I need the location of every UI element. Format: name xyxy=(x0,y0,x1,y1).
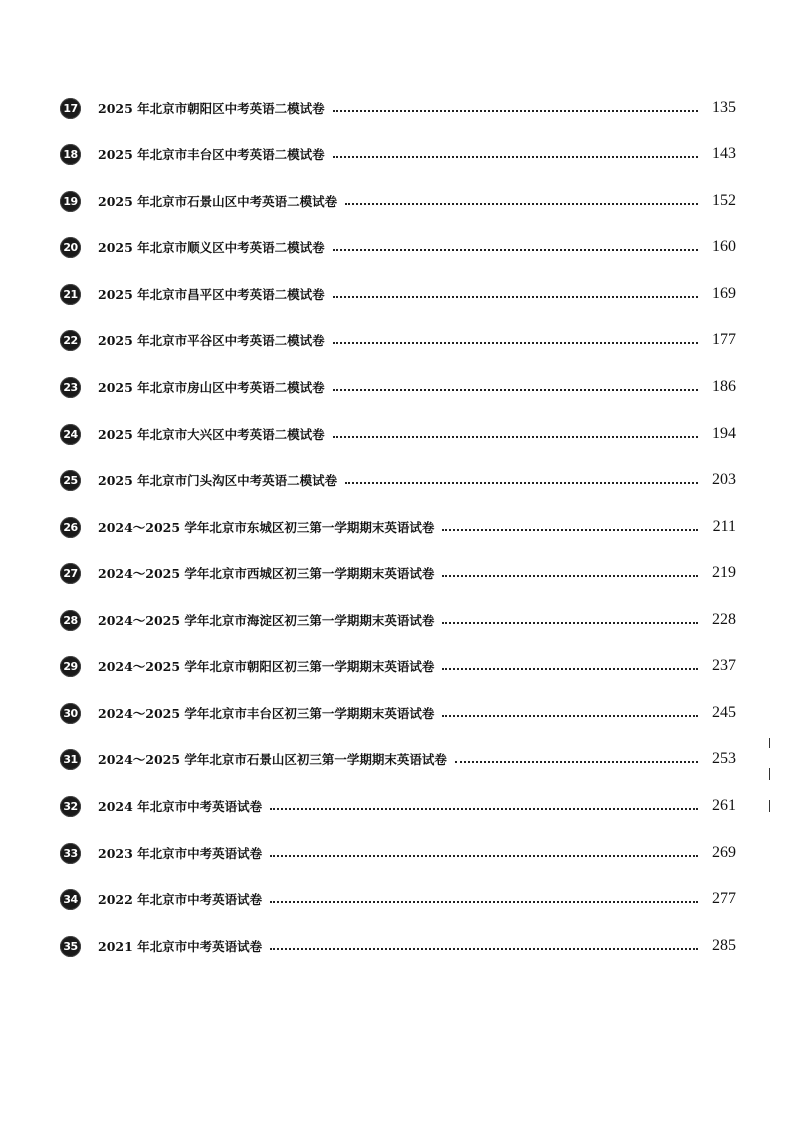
dot-leader xyxy=(270,845,698,857)
entry-number-badge: 30 xyxy=(60,703,81,724)
toc-entry[interactable] xyxy=(60,233,736,261)
entry-page-number: 228 xyxy=(712,611,736,628)
entry-title: 2025 年北京市大兴区中考英语二模试卷 xyxy=(98,427,325,442)
entry-title: 2021 年北京市中考英语试卷 xyxy=(98,939,263,954)
dot-leader xyxy=(442,705,698,717)
entry-number-badge: 22 xyxy=(60,330,81,351)
entry-page-number: 245 xyxy=(712,704,736,721)
toc-entry[interactable] xyxy=(60,513,736,541)
entry-number-badge: 34 xyxy=(60,889,81,910)
toc-entry[interactable] xyxy=(60,652,736,680)
entry-title: 2024 年北京市中考英语试卷 xyxy=(98,799,263,814)
entry-number-badge: 28 xyxy=(60,610,81,631)
toc-entry[interactable] xyxy=(60,699,736,727)
entry-title: 2025 年北京市门头沟区中考英语二模试卷 xyxy=(98,473,338,488)
entry-number-badge: 20 xyxy=(60,237,81,258)
entry-title: 2022 年北京市中考英语试卷 xyxy=(98,892,263,907)
entry-number-badge: 31 xyxy=(60,749,81,770)
dot-leader xyxy=(333,100,698,112)
dot-leader xyxy=(270,938,698,950)
entry-page-number: 135 xyxy=(712,99,736,116)
dot-leader xyxy=(333,332,698,344)
toc-entry[interactable] xyxy=(60,326,736,354)
dot-leader xyxy=(333,379,698,391)
margin-mark xyxy=(769,800,770,812)
dot-leader xyxy=(455,751,698,763)
dot-leader xyxy=(345,472,698,484)
dot-leader xyxy=(442,612,698,624)
entry-title: 2025 年北京市顺义区中考英语二模试卷 xyxy=(98,240,325,255)
entry-title: 2024～2025 学年北京市丰台区初三第一学期期末英语试卷 xyxy=(98,706,435,721)
toc-entry[interactable] xyxy=(60,466,736,494)
entry-page-number: 169 xyxy=(712,285,736,302)
entry-page-number: 203 xyxy=(712,471,736,488)
toc-entry[interactable] xyxy=(60,839,736,867)
entry-title: 2024～2025 学年北京市西城区初三第一学期期末英语试卷 xyxy=(98,566,435,581)
entry-title: 2024～2025 学年北京市东城区初三第一学期期末英语试卷 xyxy=(98,520,435,535)
entry-page-number: 269 xyxy=(712,844,736,861)
entry-number-badge: 33 xyxy=(60,843,81,864)
toc-entry[interactable] xyxy=(60,606,736,634)
entry-number-badge: 19 xyxy=(60,191,81,212)
entry-page-number: 261 xyxy=(712,797,736,814)
toc-entry[interactable] xyxy=(60,559,736,587)
entry-title: 2024～2025 学年北京市石景山区初三第一学期期末英语试卷 xyxy=(98,752,447,767)
margin-mark xyxy=(769,738,770,748)
toc-entry[interactable] xyxy=(60,373,736,401)
entry-title: 2024～2025 学年北京市海淀区初三第一学期期末英语试卷 xyxy=(98,613,435,628)
entry-title: 2025 年北京市朝阳区中考英语二模试卷 xyxy=(98,101,325,116)
entry-title: 2025 年北京市昌平区中考英语二模试卷 xyxy=(98,287,325,302)
entry-number-badge: 32 xyxy=(60,796,81,817)
dot-leader xyxy=(333,286,698,298)
entry-page-number: 277 xyxy=(712,890,736,907)
entry-number-badge: 18 xyxy=(60,144,81,165)
entry-page-number: 253 xyxy=(712,750,736,767)
entry-page-number: 285 xyxy=(712,937,736,954)
toc-entry[interactable] xyxy=(60,187,736,215)
dot-leader xyxy=(270,798,698,810)
dot-leader xyxy=(442,519,698,531)
entry-title: 2023 年北京市中考英语试卷 xyxy=(98,846,263,861)
entry-page-number: 211 xyxy=(712,518,736,535)
entry-page-number: 177 xyxy=(712,331,736,348)
dot-leader xyxy=(442,658,698,670)
dot-leader xyxy=(270,891,698,903)
entry-number-badge: 29 xyxy=(60,656,81,677)
toc-entry[interactable] xyxy=(60,745,736,773)
entry-page-number: 186 xyxy=(712,378,736,395)
entry-page-number: 219 xyxy=(712,564,736,581)
toc-entry[interactable] xyxy=(60,792,736,820)
entry-number-badge: 17 xyxy=(60,98,81,119)
entry-page-number: 160 xyxy=(712,238,736,255)
entry-number-badge: 27 xyxy=(60,563,81,584)
toc-entry[interactable] xyxy=(60,932,736,960)
entry-number-badge: 26 xyxy=(60,517,81,538)
entry-page-number: 237 xyxy=(712,657,736,674)
dot-leader xyxy=(345,193,698,205)
entry-page-number: 194 xyxy=(712,425,736,442)
margin-mark xyxy=(769,768,770,780)
entry-title: 2024～2025 学年北京市朝阳区初三第一学期期末英语试卷 xyxy=(98,659,435,674)
toc-entry[interactable] xyxy=(60,140,736,168)
entry-number-badge: 25 xyxy=(60,470,81,491)
dot-leader xyxy=(333,146,698,158)
dot-leader xyxy=(333,239,698,251)
entry-number-badge: 21 xyxy=(60,284,81,305)
toc-entry[interactable] xyxy=(60,420,736,448)
entry-page-number: 152 xyxy=(712,192,736,209)
toc-entry[interactable] xyxy=(60,94,736,122)
entry-page-number: 143 xyxy=(712,145,736,162)
toc-entry[interactable] xyxy=(60,280,736,308)
entry-title: 2025 年北京市丰台区中考英语二模试卷 xyxy=(98,147,325,162)
entry-number-badge: 23 xyxy=(60,377,81,398)
entry-title: 2025 年北京市石景山区中考英语二模试卷 xyxy=(98,194,338,209)
dot-leader xyxy=(442,565,698,577)
toc-entry[interactable] xyxy=(60,885,736,913)
dot-leader xyxy=(333,426,698,438)
entry-title: 2025 年北京市平谷区中考英语二模试卷 xyxy=(98,333,325,348)
entry-number-badge: 35 xyxy=(60,936,81,957)
entry-number-badge: 24 xyxy=(60,424,81,445)
entry-title: 2025 年北京市房山区中考英语二模试卷 xyxy=(98,380,325,395)
